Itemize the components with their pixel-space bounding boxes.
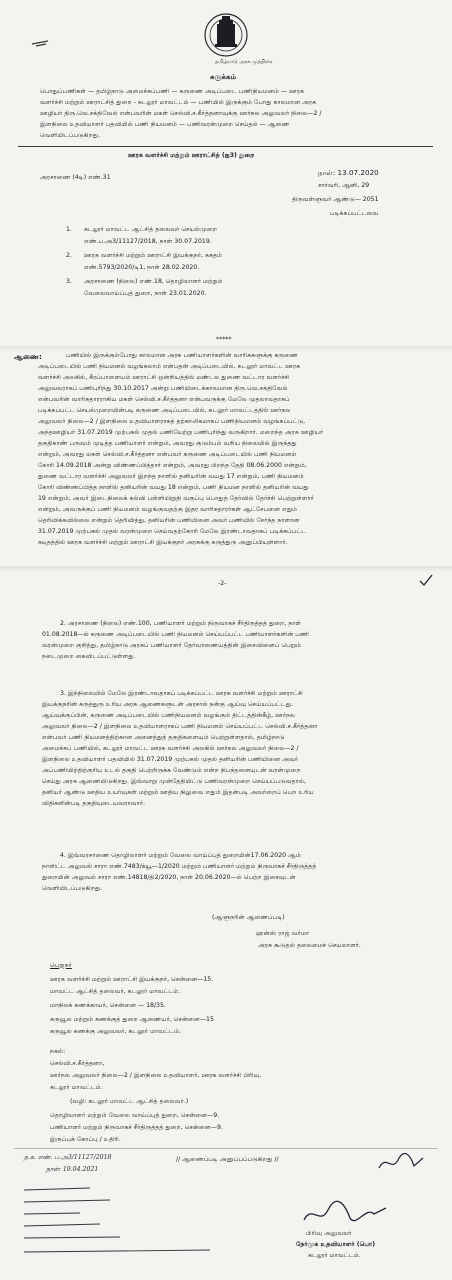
summary-line: வெளியிடப்படுகிறது. — [40, 132, 101, 139]
copy-line: தொழிலாளர் மற்றும் வேலை வாய்ப்புத் துறை, சென்னை—9. — [50, 1112, 220, 1119]
order-line: என்றும், அவரது மகள் செல்வி.ச.கீர்த்தனா என்பவர் கருணை அடிப்படையில் பணி நியமனம் — [38, 451, 297, 458]
paragraph-line: ஆய்வுக்குப்பின், கருணை அடிப்படையில் பணிநியமனம் வழங்கும் திட்டத்தின்கீழ், ஊர்நல — [42, 712, 296, 719]
paragraph-line: அலுவலர் நிலை—2 / இளநிலை உதவியாளராகப் பணி நியமனம் செய்யப்பட்ட செல்வி.ச.கீர்த்தனா — [42, 723, 318, 730]
copy-line: ஊர்நல அலுவலர் நிலை—2 / இளநிலை உதவியாளர், ஊரக வளர்ச்சி பிரிவு, — [50, 1072, 262, 1079]
order-line: துணை வட்டார வளர்ச்சி அலுவலர் இறந்த நாளில் தனியரின் வயது 17 என்றும், பணி நியமனம் — [38, 473, 304, 480]
reference-line: எண்.ப.அ3/11127/2018, நாள் 30.07.2019. — [84, 238, 212, 245]
paragraph-line: என்பவர் பணி நியமனத்திற்கான அனைத்துத் தகுதிகளையும் பெற்றுள்ளதால், தமிழ்நாடு — [42, 734, 285, 741]
stamp-line: பிரிவு அலுவலர் — [306, 1230, 352, 1237]
summary-line: வளர்ச்சி மற்றும் ஊராட்சித் துறை - கடலூர் மாவட்டம் — பணியில் இருக்கும் போது காலமான அரசு — [40, 99, 317, 106]
by-order-label: (ஆளுநரின் ஆணைப்படி) — [212, 914, 285, 921]
order-line: கோரி 14.09.2018 அன்று விண்ணப்பித்தார் என்றும், அவரது பிறந்த தேதி 08.06.2000 என்றும், — [38, 462, 307, 469]
summary-heading: சுருக்கம் — [210, 72, 237, 81]
reference-line: அரசாணை (நிலை) எண்.18, தொழிலாளர் மற்றும் — [84, 278, 223, 285]
go-date: நாள்: 13.07.2020 — [318, 168, 379, 177]
page-number: -2- — [218, 580, 227, 587]
paragraph-line: 2. அரசாணை (நிலை) எண்.100, பணியாளர் மற்றும் நிருவாகச் சீர்திருத்தத் துறை, நாள் — [60, 620, 302, 627]
order-heading: ஆணை: — [14, 352, 42, 361]
handwritten-ref-number: ந.க. எண். ப.அ3/11127/2018 — [24, 1154, 112, 1161]
order-line: அடிப்படையில் பணி நியமனம் வழங்கலாம் என்பதன் அடிப்படையில், கடலூர் மாவட்ட ஊரக — [38, 363, 301, 370]
copy-line: செல்வி.ச.கீர்த்தனா, — [50, 1060, 105, 1067]
recipient-line: கருவூல கணக்கு அலுவலர், கடலூர் மாவட்டம். — [50, 1028, 182, 1035]
reference-line: கடலூர் மாவட்ட ஆட்சித் தலைவர் செயல்முறை — [84, 226, 217, 233]
divider — [14, 1148, 438, 1149]
order-line: படிக்கப்பட்ட செயல்முறையின்படி கருணை அடிப்படையில், கடலூர் மாவட்டத்தில் ஊர்நல — [38, 407, 291, 414]
paragraph-line: செய்து அரசு ஆணையிடுகிறது. இவ்வாறு முன்தேதியிட்டு பணிவரன்முறை செய்யப்படுவதால், — [42, 778, 307, 785]
paragraph-line: அப்பணியிற்திற்குரிய உடல் தகுதி பெற்றிருக்க வேண்டும் என்ற நிபந்தனையுடன் வரன்முறை — [42, 767, 301, 774]
copy-line: (வழி: கடலூர் மாவட்ட ஆட்சித் தலைவர்.) — [70, 1098, 189, 1105]
summary-line: ஊழியர் திரு.வெ.சக்திவேல் என்பவரின் மகள் செல்வி.ச.கீர்த்தனாவுக்கு ஊர்நல அலுவலர் நிலை—2 / — [40, 110, 322, 117]
paragraph-line: தனியர் ஆண்டு ஊதிய உயர்வுகள் மற்றும் ஊதிய நிலுவை எதும் இதன்படி அவர்றைப் பெற உரிய — [42, 789, 314, 796]
tamil-nadu-emblem-icon — [203, 12, 249, 58]
reference-line: ஊரக வளர்ச்சி மற்றும் ஊராட்சி இயக்குநர், சுகதம் — [84, 252, 223, 259]
order-line: கோரி விண்ணப்பித்த நாளில் தனியரின் வயது 18 என்றும், பணி நியமன நாளில் தனியரின் வயது — [38, 484, 309, 491]
order-line: கடிதத்தில் ஊரக வளர்ச்சி மற்றும் ஊராட்சி இயக்குநர் அரசுக்கு கருத்துரு அனுப்பியுள்ளார். — [38, 539, 288, 546]
go-number: அரசாணை (4டி) எண்.31 — [40, 174, 111, 181]
order-line: என்றும், அவருக்குப் பணி நியமனம் வழங்குவதற்கு இதர வாரிசுதாரர்கள் ஆட்சேபனை எதும் — [38, 506, 298, 513]
paragraph-line: நடைமுறை கைவிடப்பட்டுள்ளது. — [42, 653, 136, 660]
handwritten-notes-icon — [20, 1180, 220, 1272]
tamil-year: திருவள்ளுவர் ஆண்டு— 2051 — [292, 196, 379, 203]
recipient-line: கருவூல மற்றும் கணக்குத் துறை ஆணையர், சென்னை—15 — [50, 1016, 214, 1023]
reference-number: 3. — [66, 278, 72, 285]
paragraph-line: துறையின் அலுவல் சாரா எண்.14818/தி2/2020, நாள் 20.06.2020—ல் பெற்ற இசைவுடன் — [42, 874, 296, 881]
order-line: 31.07.2019 முற்பகல் முதல் வரன்முறை செய்வதற்கோரி மேலே இரண்டாவதாகப் படிக்கப்பட்ட — [38, 528, 307, 535]
order-line: அலுவலர் நிலை—2 / இளநிலை உதவியாளராகத் தற்காலிகமாகப் பணிநியமனம் வழங்கப்பட்டு, — [38, 418, 306, 425]
copy-label: நகல்: — [50, 1048, 66, 1055]
order-line: 19 என்றும், அவர் இடைநிலைக் கல்வி பள்ளியிறுதி வகுப்பு பொதுத் தேர்வில் தேர்ச்சி பெற்றுள்ளார் — [38, 495, 314, 502]
signature-icon — [300, 1198, 390, 1232]
paragraph-line: 3. இந்நிலையில் மேலே இரண்டாவதாகப் படிக்கப்பட்ட ஊரக வளர்ச்சி மற்றும் ஊராட்சி — [60, 690, 303, 697]
order-line: என்பவரின் வாரிசுதாரராகிய மகள் செல்வி.ச.கீர்த்தனா என்பவருக்கு மேலே முதலாவதாகப் — [38, 396, 290, 403]
order-line: தெரிவிக்கவில்லை என்றும் தெரிவித்து, தனியரின் பணியினை அவர் பணியில் சேர்ந்த நாளான — [38, 517, 300, 524]
summary-line: இளநிலை உதவியாளர் பதவியில் பணி நியமனம் — பணிவரன்முறை செய்தல் — ஆணை — [40, 121, 290, 128]
order-line: தகுதிகாண் பருவம் முடித்த பணியாளர் என்றும், அவரது குடும்பம் வறிய நிலையில் இருந்தது — [38, 440, 297, 447]
divider — [18, 146, 433, 147]
signature-icon — [376, 1150, 426, 1176]
copy-line: பணியாளர் மற்றும் நிருவாகச் சீர்திருத்தத் துறை, சென்னை—9. — [50, 1124, 223, 1131]
tick-mark-icon — [418, 572, 434, 588]
order-line: அலுவலராகப் பணிபுரிந்து 30.10.2017 அன்று பணியிடைக்காலமான திரு.வெ.சக்திவேல் — [38, 385, 288, 392]
paragraph-line: 4. இவ்வரசாணை தொழிலாளர் மற்றும் வேலை வாய்ப்புத் துறையின்17.06.2020 ஆம் — [60, 852, 301, 859]
paragraph-line: 01.08.2018—ல் கருணை அடிப்படையில் பணி நியமனம் செய்யப்பட்ட பணியாளர்களின் பணி — [42, 631, 310, 638]
page-fold — [0, 566, 452, 572]
order-line: வளர்ச்சி அலகில், கீரப்பாளையம் ஊராட்சி ஒன்றியத்தில் மண்டல துணை வட்டார வளர்ச்சி — [38, 374, 290, 381]
emblem-caption: தமிழ்நாடு அரசு முத்திரை — [215, 59, 273, 65]
tamil-date: சார்வரி, ஆனி, 29 — [318, 182, 370, 189]
to-label: பெறுநர் — [50, 962, 72, 969]
paragraph-line: வரன்முறை குறித்து, தமிழ்நாடு அரசுப் பணியாளர் தேர்வாணையத்தின் இசைவினைப் பெறும் — [42, 642, 301, 649]
recipient-line: மாவட்ட ஆட்சித் தலைவர், கடலூர் மாவட்டம். — [50, 988, 181, 995]
reference-number: 2. — [66, 252, 72, 259]
recipient-line: ஊரக வளர்ச்சி மற்றும் ஊராட்சி இயக்குநர், சென்னை—15. — [50, 976, 214, 983]
stamp-line: கடலூர் மாவட்டம். — [308, 1252, 361, 1259]
separator-stars: ***** — [216, 336, 232, 343]
reference-line: எண்.5793/2020/டி1, நாள் 28.02.2020. — [84, 264, 200, 271]
order-line: அந்தஊழியர் 31.07.2019 முற்பகல் முதல் பணியேற்று பணிபுரிந்து வருகிறார். மறைந்த அரசு ஊழியர் — [38, 429, 324, 436]
paragraph-line: அமைச்சுப் பணியில், கடலூர் மாவட்ட ஊரக வளர்ச்சி அலகில் ஊர்நல அலுவலர் நிலை—2 / — [42, 745, 299, 752]
signatory-name: ஹன்ஸ் ராஜ் வர்மா — [256, 930, 310, 937]
paragraph-line: இயக்குநரின் கருத்துரு உரிய அரசு ஆணைகளுடன் அரசால் நன்கு ஆய்வு செய்யப்பட்டது. — [42, 701, 294, 708]
signatory-title: அரசு கூடுதல் தலைமைச் செயலாளர். — [258, 942, 361, 949]
recipient-line: மாநிலக் கணக்காயர், சென்னை — 18/35. — [50, 1002, 166, 1009]
copy-line: இருப்புக் கோப்பு / உதிரி. — [50, 1136, 121, 1143]
paragraph-line: வெளியிடப்படுகிறது. — [42, 885, 103, 892]
forwarded-label: // ஆணைப்படி அனுப்பப்படுகிறது // — [176, 1156, 279, 1163]
reference-number: 1. — [66, 226, 72, 233]
department-name: ஊரக வளர்ச்சி மற்றும் ஊராட்சித் (ஐ3) துறை — [128, 152, 255, 159]
summary-line: பொதுப்பணிகள் — தமிழ்நாடு அமைச்சுப்பணி — கருணை அடிப்படை பணிநியமனம் — ஊரக — [40, 88, 304, 95]
order-line: பணியில் இருக்கும்போது காலமான அரசு பணியாளர்களின் வாரிசுகளுக்கு கருணை — [66, 352, 298, 359]
copy-line: கடலூர் மாவட்டம். — [50, 1084, 103, 1091]
paragraph-line: இளநிலை உதவியாளர் பதவியில் 31.07.2019 முற்பகல் முதல் தனியரின் பணியினை அவர் — [42, 756, 299, 763]
stamp-line: நேர்முக உதவியாளர் (பொ) — [296, 1241, 376, 1248]
handwritten-date: நாள்: 19.04.2021 — [46, 1166, 99, 1173]
read-label: படிக்கப்பட்டவை — [330, 210, 379, 217]
reference-line: வேலைவாய்ப்புத் துறை, நாள் 23.01.2020. — [84, 290, 207, 297]
paperclip-mark-icon — [30, 38, 50, 48]
paragraph-line: விதிகளின்படி தகுதியுடையவராவார். — [42, 800, 146, 807]
paragraph-line: நாளிட்ட அலுவல் சாரா எண்.7483/க்யூ—1/2020 மற்றும் பணியாளர் மற்றும் நிருவாகச் சீர்திருத்தத் — [42, 863, 317, 870]
